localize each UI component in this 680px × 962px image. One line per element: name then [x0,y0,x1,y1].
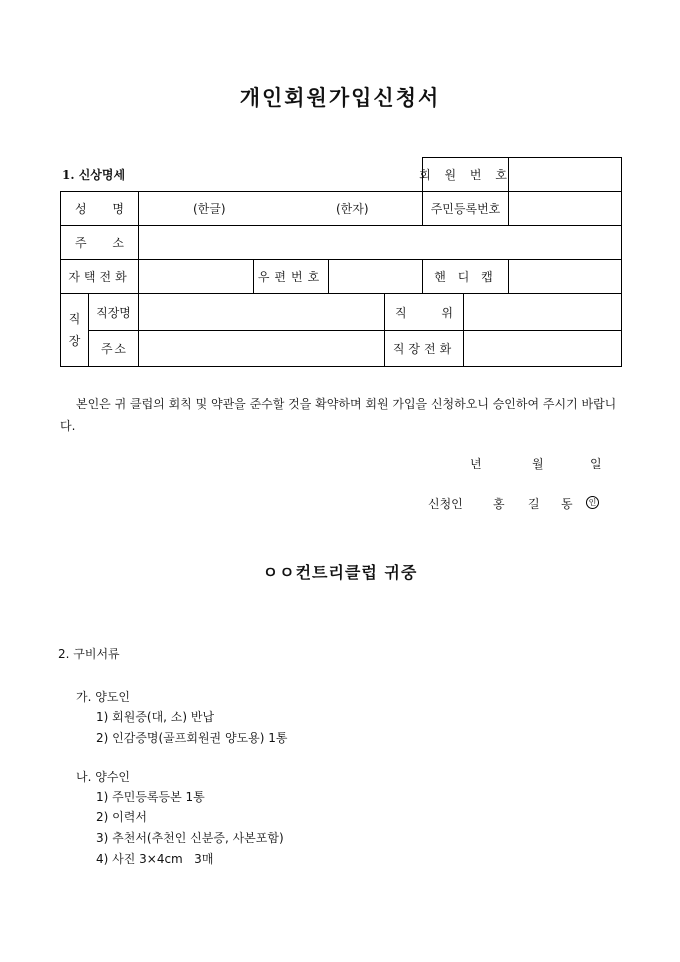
applicant-name-3: 동 [561,497,573,511]
address-label: 주 소 [60,225,139,260]
transferee-item-3: 3) 추천서(추천인 신분증, 사본포함) [96,831,284,845]
transferee-label: 나. 양수인 [76,770,130,784]
work-phone-field[interactable] [463,330,622,367]
work-address-label: 주 소 [88,330,139,367]
home-phone-label: 자택전화 [60,259,139,294]
postcode-label: 우편번호 [253,259,329,294]
section1-heading-cell: 1. 신상명세 [60,157,423,192]
handicap-field[interactable] [508,259,622,294]
hangul-label: (한글) [193,202,226,216]
applicant-label: 신청인 [428,497,463,511]
transferee-item-1: 1) 주민등록등본 1통 [96,790,205,804]
work-phone-label: 직장전화 [384,330,464,367]
transferor-item-1: 1) 회원증(대, 소) 반납 [96,710,215,724]
club-subtitle: ㅇㅇ컨트리클럽 귀중 [262,563,418,582]
hanja-label: (한자) [336,202,369,216]
form-grid [60,157,622,367]
transferor-label: 가. 양도인 [76,690,130,704]
position-label: 직 위 [384,293,464,331]
member-no-label: 회 원 번 호 [422,157,509,192]
work-address-field[interactable] [138,330,385,367]
transferee-item-2: 2) 이력서 [96,810,147,824]
address-field[interactable] [138,225,622,260]
company-label: 직장명 [88,293,139,331]
resident-no-field[interactable] [508,191,622,226]
transferee-item-4: 4) 사진 3×4cm 3매 [96,852,214,866]
pledge-text: 본인은 귀 클럽의 회칙 및 약관을 준수할 것을 확약하며 회원 가입을 신청하오니 승인하여 주시기 바랍니다. [60,397,617,433]
year-label: 년 [470,457,482,471]
name-field[interactable] [138,191,423,226]
day-label: 일 [590,457,602,471]
company-field[interactable] [138,293,385,331]
docs-heading: 2. 구비서류 [58,647,120,661]
applicant-name-1: 홍 [493,497,505,511]
position-field[interactable] [463,293,622,331]
member-no-field[interactable] [508,157,622,192]
page-title: 개인회원가입신청서 [239,85,441,110]
postcode-field[interactable] [328,259,423,294]
work-label: 직 장 [60,293,89,367]
resident-no-label: 주민등록번호 [422,191,509,226]
home-phone-field[interactable] [138,259,254,294]
applicant-name-2: 길 [528,497,540,511]
seal-icon: 인 [586,496,599,509]
transferor-item-2: 2) 인감증명(골프회원권 양도용) 1통 [96,731,288,745]
month-label: 월 [532,457,544,471]
name-label: 성 명 [60,191,139,226]
handicap-label: 핸 디 캡 [422,259,509,294]
